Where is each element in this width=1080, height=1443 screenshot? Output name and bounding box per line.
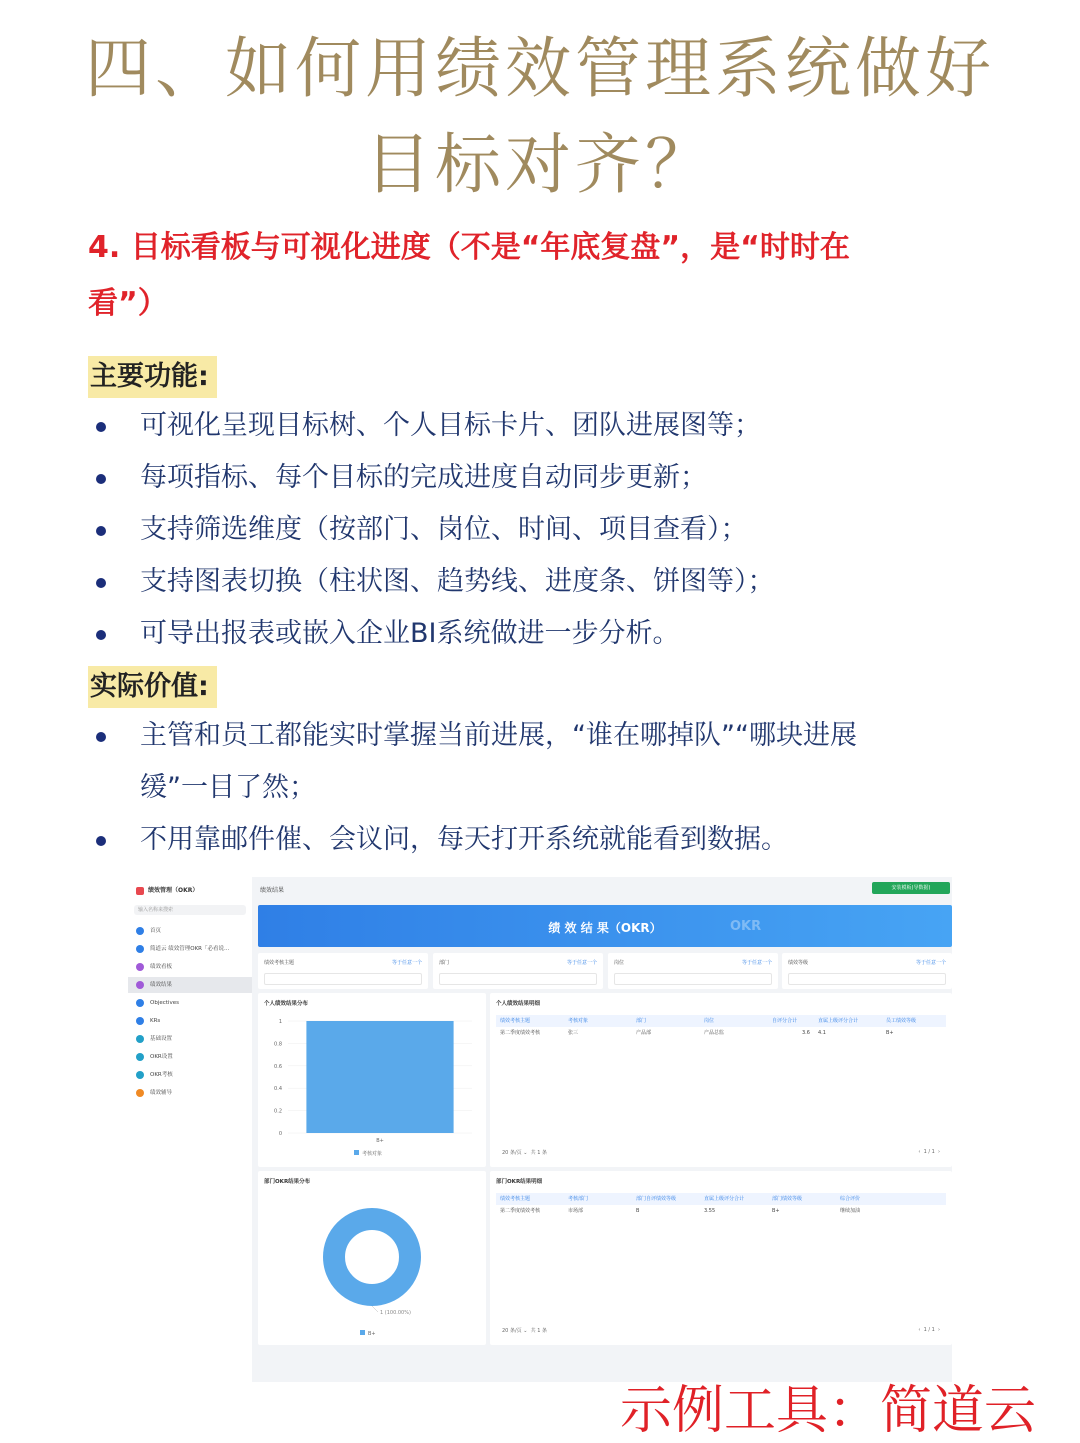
table-header: 绩效考核主题 考核对象 部门 岗位 自评分合计 直属上级评分合计 员工绩效等级 [496,1015,946,1027]
table-header: 绩效考核主题 考核部门 部门自评绩效等级 直属上级评分合计 部门绩效等级 综合评价 [496,1193,946,1205]
sidebar-item-label: 绩效看板 [150,964,173,970]
breadcrumb: 绩效结果 [260,887,285,894]
nav-icon [136,1053,144,1061]
sidebar-item[interactable] [128,995,252,1011]
personal-table [496,1015,946,1039]
pagination[interactable]: ‹ 1 / 1 › [918,1149,940,1155]
y-tick-label: 0.4 [274,1086,282,1093]
legend-swatch [360,1330,365,1335]
sidebar-item[interactable] [128,1067,252,1083]
y-tick-label: 0.8 [274,1041,282,1048]
filter-select[interactable] [614,973,772,985]
filter-select[interactable] [788,973,946,985]
bullet-icon [96,526,106,536]
table-row[interactable]: 第二季度绩效考核 市场部 B 3.55 B+ 继续加油 [500,1208,861,1214]
y-tick-label: 0 [278,1131,282,1137]
filter-topic[interactable]: 绩效考核主题 等于任意一个 [258,953,428,989]
sidebar-item[interactable] [128,923,252,939]
page-title-line1: 四、如何用绩效管理系统做好 [85,30,995,107]
filter-department[interactable]: 部门 等于任意一个 [433,953,603,989]
personal-table-panel [490,993,952,1167]
bullet-icon [96,422,106,432]
sidebar-item-label: KRs [150,1018,161,1024]
personal-table-title: 个人绩效结果明细 [496,1001,541,1007]
subtitle [88,220,988,332]
nav-icon [136,999,144,1007]
dept-pie-chart [258,1171,486,1345]
pie-slice [334,1219,410,1295]
dept-table [496,1193,946,1217]
banner-title: 绩 效 结 果（OKR） [548,921,662,935]
pagination[interactable]: ‹ 1 / 1 › [918,1327,940,1333]
sidebar-item[interactable] [128,1085,252,1101]
slice-leader-line [372,1306,378,1312]
sidebar-item-label: OKR设置 [150,1054,173,1060]
personal-chart-panel [258,993,486,1167]
subtitle-line1: 4. 目标看板与可视化进度（不是“年底复盘”，是“时时在 [88,230,850,265]
dept-chart-panel [258,1171,486,1345]
filter-select[interactable] [439,973,597,985]
nav-icon [136,927,144,935]
sidebar-item[interactable] [128,977,252,993]
sidebar-item[interactable] [128,1049,252,1065]
install-template-button[interactable]: 安装模板(导数据) [872,882,950,894]
search-input[interactable]: 输入名称来搜索 [134,905,246,915]
section-heading-features: 主要功能: [88,356,217,398]
footer-tool-credit: 示例工具：简道云 [620,1381,1037,1441]
sidebar-item-label: 绩效辅导 [150,1090,173,1096]
filter-select[interactable] [264,973,422,985]
nav-icon [136,945,144,953]
y-tick-label: 0.2 [274,1108,282,1115]
filter-grade[interactable]: 绩效等级 等于任意一个 [782,953,952,989]
y-tick-label: 1 [278,1019,282,1025]
sidebar-item[interactable] [128,959,252,975]
page-title-line2: 目标对齐？ [365,126,715,203]
bar [306,1021,453,1133]
y-tick-label: 0.6 [274,1063,282,1070]
sidebar-item[interactable] [128,1031,252,1047]
page-size-select[interactable]: 20 条/页 ⌄ 共 1 条 [502,1328,547,1334]
personal-bar-chart [258,993,486,1167]
sidebar-item-label: 绩效结果 [150,982,173,988]
app-logo-icon [136,887,144,895]
nav-icon [136,1071,144,1079]
sidebar-item[interactable] [128,941,252,957]
filter-bar [258,953,952,989]
main-content [252,877,952,1382]
bullet-icon [96,630,106,640]
sidebar-item[interactable] [128,1013,252,1029]
x-tick-label: B+ [376,1138,384,1144]
bullet-icon [96,836,106,846]
nav-icon [136,1089,144,1097]
sidebar-item-label: Objectives [150,1000,179,1006]
bullet-icon [96,578,106,588]
slice-label: 1 (100.00%) [380,1310,411,1316]
legend-label: B+ [368,1331,376,1337]
legend-swatch [354,1150,359,1155]
app-brand[interactable]: 绩效管理（OKR） [136,885,198,895]
sidebar-item-label: OKR考核 [150,1072,173,1078]
page-size-select[interactable]: 20 条/页 ⌄ 共 1 条 [502,1150,547,1156]
filter-position[interactable]: 岗位 等于任意一个 [608,953,778,989]
sidebar-item-label: 基础设置 [150,1036,173,1042]
subtitle-line2: 看”） [88,286,168,321]
bullet-icon [96,732,106,742]
bullet-icon [96,474,106,484]
nav-icon [136,981,144,989]
dept-chart-title: 部门OKR结果分布 [264,1179,311,1185]
section-heading-value: 实际价值: [88,666,217,708]
banner-watermark: OKR [730,919,762,934]
table-row[interactable]: 第二季度绩效考核 张三 产品部 产品总监 3.6 4.1 B+ [500,1030,894,1036]
dept-table-title: 部门OKR结果明细 [496,1179,543,1185]
nav-icon [136,963,144,971]
legend-label: 考核对象 [362,1151,383,1157]
nav-icon [136,1017,144,1025]
nav-icon [136,1035,144,1043]
personal-chart-title: 个人绩效结果分布 [264,1001,309,1007]
sidebar [128,877,252,1382]
sidebar-item-label: 简道云 绩效管理OKR「必看说... [150,946,230,952]
dept-table-panel [490,1171,952,1345]
sidebar-item-label: 首页 [150,928,162,934]
app-screenshot [128,877,952,1382]
banner [258,905,952,947]
